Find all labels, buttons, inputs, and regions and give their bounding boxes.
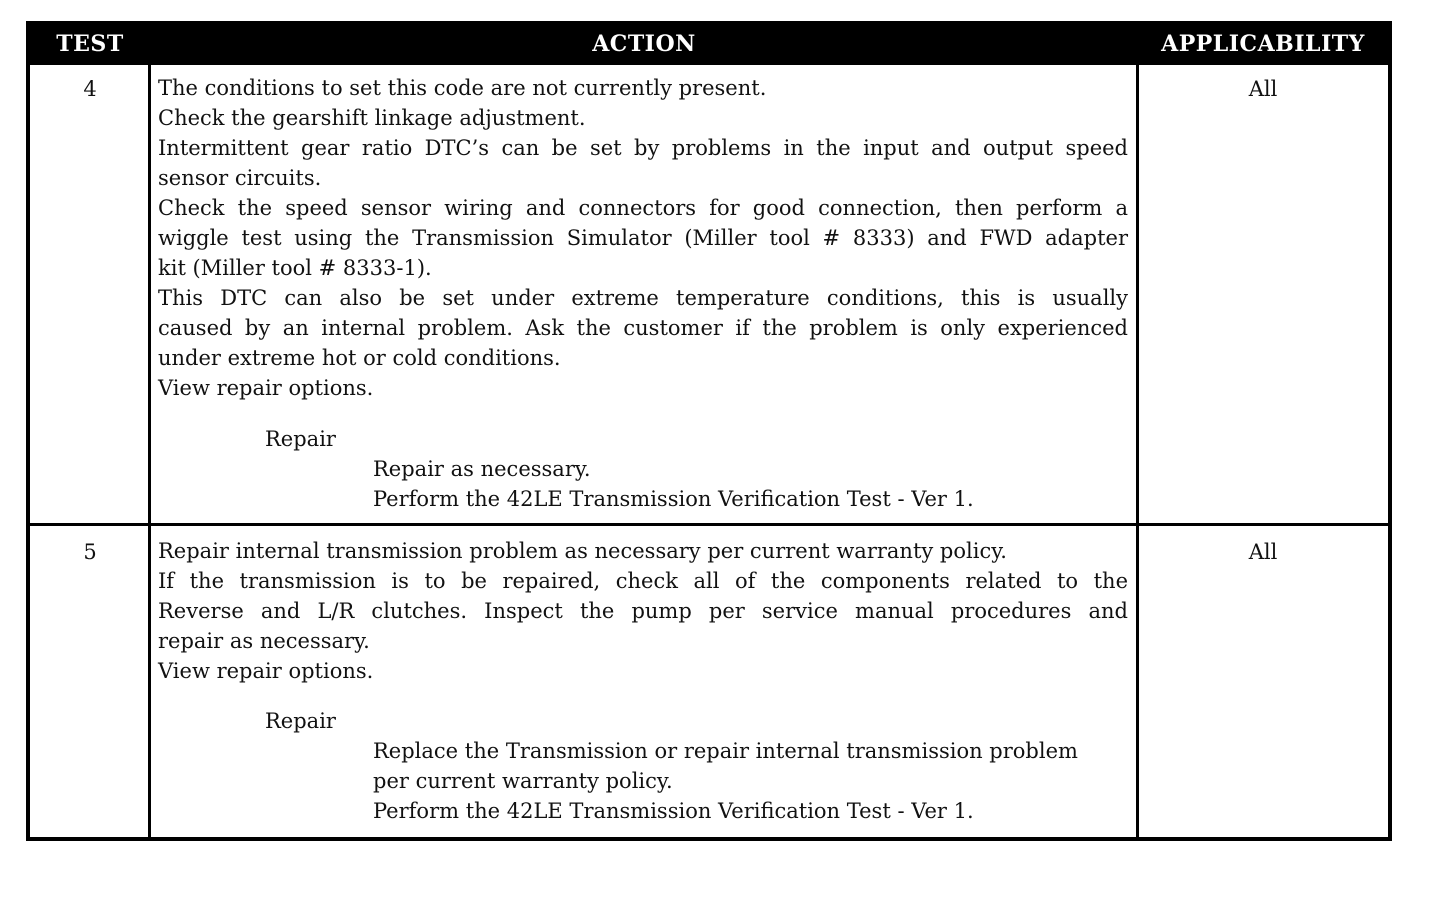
action-line: This DTC can also be set under extreme temperature conditions, this is usually (158, 286, 1128, 310)
action-line: under extreme hot or cold conditions. (158, 346, 561, 370)
action-text-row-5 (158, 536, 1128, 686)
column-divider-action (1136, 65, 1139, 841)
column-divider-test (148, 65, 151, 841)
applicability-row-5: All (1248, 540, 1278, 564)
repair-label-row-5: Repair (265, 709, 336, 733)
action-line: caused by an internal problem. Ask the customer if the problem is only experienced (158, 316, 1128, 340)
view-repair-options: View repair options. (158, 659, 374, 683)
repair-step: Perform the 42LE Transmission Verification Test - Ver 1. (373, 799, 974, 823)
action-line: Reverse and L/R clutches. Inspect the pump per service manual procedures and (158, 599, 1128, 623)
action-line: The conditions to set this code are not currently present. (158, 76, 767, 100)
repair-step: per current warranty policy. (373, 769, 673, 793)
test-number-5: 5 (83, 540, 97, 564)
action-text-row-4 (158, 73, 1128, 403)
repair-steps-row-5 (373, 736, 1078, 826)
applicability-row-4: All (1248, 77, 1278, 101)
action-line: Repair internal transmission problem as necessary per current warranty policy. (158, 539, 1007, 563)
action-line: Check the gearshift linkage adjustment. (158, 106, 586, 130)
test-number-4: 4 (83, 77, 97, 101)
repair-step: Replace the Transmission or repair internal transmission problem (373, 739, 1078, 763)
header-test: TEST (56, 31, 124, 57)
action-line: repair as necessary. (158, 629, 370, 653)
action-line: wiggle test using the Transmission Simulator (Miller tool # 8333) and FWD adapter (158, 226, 1128, 250)
view-repair-options: View repair options. (158, 376, 374, 400)
procedure-table (26, 21, 1392, 841)
action-line: sensor circuits. (158, 166, 322, 190)
header-action: ACTION (592, 31, 696, 57)
repair-step: Perform the 42LE Transmission Verification Test - Ver 1. (373, 487, 974, 511)
action-line: Check the speed sensor wiring and connectors for good connection, then perform a (158, 196, 1128, 220)
repair-steps-row-4 (373, 454, 974, 514)
table-header (30, 25, 1388, 65)
row-divider (30, 523, 1388, 526)
action-line: Intermittent gear ratio DTC’s can be set by problems in the input and output speed (158, 136, 1128, 160)
action-line: kit (Miller tool # 8333-1). (158, 256, 432, 280)
repair-step: Repair as necessary. (373, 457, 591, 481)
repair-label-row-4: Repair (265, 427, 336, 451)
action-line: If the transmission is to be repaired, check all of the components related to the (158, 569, 1128, 593)
header-applicability: APPLICABILITY (1161, 31, 1365, 57)
